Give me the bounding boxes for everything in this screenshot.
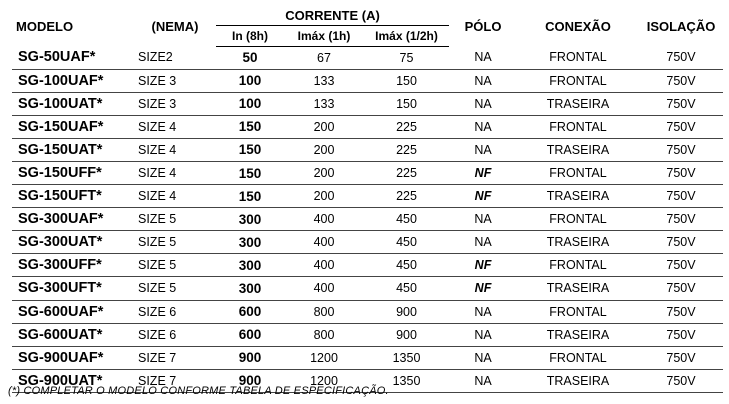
- cell-modelo: SG-300UAF*: [12, 208, 134, 231]
- cell-conexao: FRONTAL: [517, 161, 639, 184]
- cell-nema: SIZE 5: [134, 208, 216, 231]
- cell-polo: NA: [449, 369, 517, 392]
- cell-isolacao: 750V: [639, 138, 723, 161]
- spec-table: [12, 6, 723, 393]
- cell-in-8h: 150: [216, 161, 284, 184]
- table-row: [12, 115, 723, 138]
- cell-nema: SIZE 5: [134, 254, 216, 277]
- table-row: [12, 323, 723, 346]
- cell-nema: SIZE2: [134, 46, 216, 69]
- cell-modelo: SG-600UAT*: [12, 323, 134, 346]
- spec-table-container: [12, 6, 723, 393]
- cell-in-8h: 150: [216, 138, 284, 161]
- cell-imax-1h: 200: [284, 138, 364, 161]
- header-modelo: MODELO: [16, 18, 74, 34]
- cell-polo: NA: [449, 208, 517, 231]
- table-row: [12, 46, 723, 69]
- cell-imax-1h: 133: [284, 92, 364, 115]
- cell-modelo: SG-300UAT*: [12, 231, 134, 254]
- cell-imax-1h: 400: [284, 277, 364, 300]
- cell-imax-1h: 200: [284, 161, 364, 184]
- cell-conexao: FRONTAL: [517, 346, 639, 369]
- cell-in-8h: 600: [216, 300, 284, 323]
- cell-polo: NF: [449, 161, 517, 184]
- cell-modelo: SG-100UAF*: [12, 69, 134, 92]
- cell-polo: NF: [449, 185, 517, 208]
- cell-nema: SIZE 3: [134, 69, 216, 92]
- cell-in-8h: 100: [216, 69, 284, 92]
- cell-isolacao: 750V: [639, 185, 723, 208]
- cell-conexao: FRONTAL: [517, 208, 639, 231]
- cell-in-8h: 300: [216, 231, 284, 254]
- cell-polo: NA: [449, 346, 517, 369]
- cell-imax-1h: 800: [284, 300, 364, 323]
- cell-imax-1h: 400: [284, 254, 364, 277]
- cell-imax-half-h: 450: [364, 254, 449, 277]
- cell-in-8h: 900: [216, 369, 284, 392]
- cell-modelo: SG-50UAF*: [12, 46, 134, 69]
- table-row: [12, 92, 723, 115]
- cell-polo: NF: [449, 254, 517, 277]
- header-nema: (NEMA): [151, 18, 199, 34]
- cell-conexao: TRASEIRA: [517, 185, 639, 208]
- cell-imax-1h: 400: [284, 231, 364, 254]
- cell-polo: NA: [449, 323, 517, 346]
- cell-imax-half-h: 450: [364, 208, 449, 231]
- spec-table-body: [12, 46, 723, 392]
- cell-isolacao: 750V: [639, 115, 723, 138]
- table-row: [12, 277, 723, 300]
- cell-modelo: SG-300UFT*: [12, 277, 134, 300]
- cell-nema: SIZE 4: [134, 185, 216, 208]
- table-row: [12, 161, 723, 184]
- cell-nema: SIZE 6: [134, 300, 216, 323]
- cell-nema: SIZE 3: [134, 92, 216, 115]
- cell-nema: SIZE 7: [134, 346, 216, 369]
- cell-modelo: SG-900UAF*: [12, 346, 134, 369]
- cell-imax-1h: 200: [284, 115, 364, 138]
- cell-in-8h: 300: [216, 254, 284, 277]
- cell-conexao: FRONTAL: [517, 300, 639, 323]
- table-row: [12, 138, 723, 161]
- cell-nema: SIZE 7: [134, 369, 216, 392]
- header-corrente: CORRENTE (A): [216, 6, 449, 26]
- cell-modelo: SG-150UFF*: [12, 161, 134, 184]
- cell-nema: SIZE 5: [134, 277, 216, 300]
- cell-in-8h: 600: [216, 323, 284, 346]
- cell-isolacao: 750V: [639, 69, 723, 92]
- footnote: (*) COMPLETAR O MODELO CONFORME TABELA DE ESPECIFICAÇÃO.: [8, 385, 389, 397]
- table-row: [12, 346, 723, 369]
- cell-imax-half-h: 150: [364, 69, 449, 92]
- cell-isolacao: 750V: [639, 46, 723, 69]
- cell-imax-half-h: 150: [364, 92, 449, 115]
- cell-nema: SIZE 4: [134, 115, 216, 138]
- cell-conexao: FRONTAL: [517, 115, 639, 138]
- cell-modelo: SG-300UFF*: [12, 254, 134, 277]
- header-imax-1h: Imáx (1h): [284, 26, 364, 46]
- table-row: [12, 254, 723, 277]
- cell-modelo: SG-150UFT*: [12, 185, 134, 208]
- cell-polo: NA: [449, 69, 517, 92]
- cell-imax-half-h: 225: [364, 138, 449, 161]
- cell-imax-half-h: 225: [364, 161, 449, 184]
- cell-imax-1h: 400: [284, 208, 364, 231]
- cell-isolacao: 750V: [639, 208, 723, 231]
- header-isolacao: ISOLAÇÃO: [646, 18, 716, 34]
- cell-imax-half-h: 900: [364, 300, 449, 323]
- cell-polo: NA: [449, 138, 517, 161]
- cell-polo: NA: [449, 115, 517, 138]
- cell-imax-half-h: 75: [364, 46, 449, 69]
- header-polo: PÓLO: [464, 18, 502, 34]
- cell-polo: NA: [449, 46, 517, 69]
- cell-polo: NF: [449, 277, 517, 300]
- cell-conexao: FRONTAL: [517, 254, 639, 277]
- table-row: [12, 300, 723, 323]
- cell-nema: SIZE 4: [134, 161, 216, 184]
- cell-nema: SIZE 5: [134, 231, 216, 254]
- cell-imax-1h: 133: [284, 69, 364, 92]
- cell-isolacao: 750V: [639, 231, 723, 254]
- cell-conexao: TRASEIRA: [517, 277, 639, 300]
- cell-isolacao: 750V: [639, 346, 723, 369]
- cell-isolacao: 750V: [639, 92, 723, 115]
- cell-isolacao: 750V: [639, 161, 723, 184]
- cell-imax-half-h: 900: [364, 323, 449, 346]
- cell-modelo: SG-600UAF*: [12, 300, 134, 323]
- cell-conexao: FRONTAL: [517, 46, 639, 69]
- cell-nema: SIZE 6: [134, 323, 216, 346]
- cell-modelo: SG-150UAT*: [12, 138, 134, 161]
- cell-in-8h: 150: [216, 185, 284, 208]
- cell-imax-1h: 200: [284, 185, 364, 208]
- header-conexao: CONEXÃO: [545, 18, 611, 34]
- cell-conexao: TRASEIRA: [517, 231, 639, 254]
- cell-conexao: TRASEIRA: [517, 138, 639, 161]
- cell-in-8h: 150: [216, 115, 284, 138]
- cell-in-8h: 900: [216, 346, 284, 369]
- table-row: [12, 185, 723, 208]
- cell-conexao: FRONTAL: [517, 69, 639, 92]
- cell-conexao: TRASEIRA: [517, 323, 639, 346]
- table-row: [12, 69, 723, 92]
- table-row: [12, 208, 723, 231]
- cell-isolacao: 750V: [639, 254, 723, 277]
- cell-polo: NA: [449, 231, 517, 254]
- header-imax-half-h: Imáx (1/2h): [364, 26, 449, 46]
- cell-isolacao: 750V: [639, 277, 723, 300]
- cell-modelo: SG-900UAT*: [12, 369, 134, 392]
- cell-imax-half-h: 225: [364, 185, 449, 208]
- cell-imax-half-h: 1350: [364, 346, 449, 369]
- cell-nema: SIZE 4: [134, 138, 216, 161]
- cell-isolacao: 750V: [639, 323, 723, 346]
- cell-polo: NA: [449, 300, 517, 323]
- cell-in-8h: 100: [216, 92, 284, 115]
- cell-conexao: TRASEIRA: [517, 92, 639, 115]
- cell-imax-half-h: 450: [364, 277, 449, 300]
- cell-imax-half-h: 450: [364, 231, 449, 254]
- cell-isolacao: 750V: [639, 369, 723, 392]
- table-row: [12, 231, 723, 254]
- cell-imax-1h: 67: [284, 46, 364, 69]
- cell-polo: NA: [449, 92, 517, 115]
- cell-conexao: TRASEIRA: [517, 369, 639, 392]
- cell-in-8h: 50: [216, 46, 284, 69]
- header-in-8h: In (8h): [216, 26, 284, 46]
- cell-imax-1h: 1200: [284, 369, 364, 392]
- cell-in-8h: 300: [216, 277, 284, 300]
- cell-in-8h: 300: [216, 208, 284, 231]
- cell-modelo: SG-100UAT*: [12, 92, 134, 115]
- cell-imax-1h: 800: [284, 323, 364, 346]
- cell-imax-half-h: 225: [364, 115, 449, 138]
- cell-imax-half-h: 1350: [364, 369, 449, 392]
- cell-modelo: SG-150UAF*: [12, 115, 134, 138]
- cell-isolacao: 750V: [639, 300, 723, 323]
- cell-imax-1h: 1200: [284, 346, 364, 369]
